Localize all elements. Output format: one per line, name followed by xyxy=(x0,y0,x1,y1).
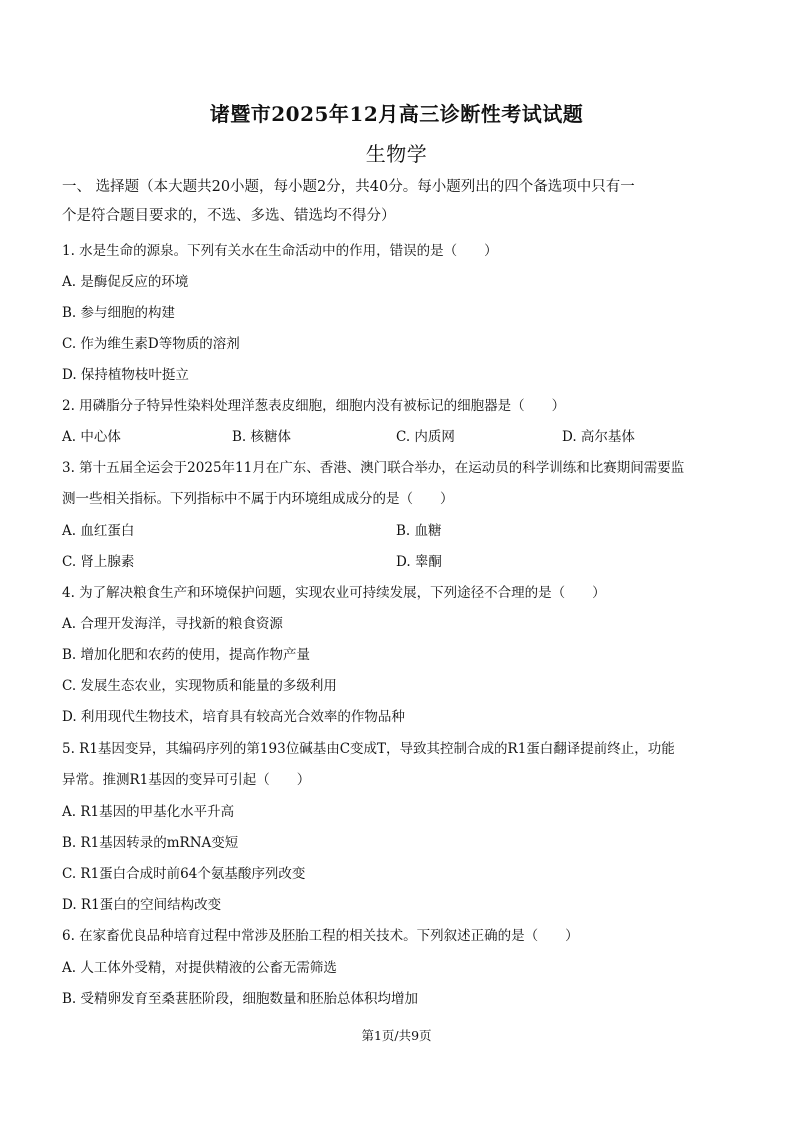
option-b: B. 参与细胞的构建 xyxy=(62,305,176,321)
option-c: C. 内质网 xyxy=(396,429,455,445)
question-stem: 4. 为了解决粮食生产和环境保护问题，实现农业可持续发展，下列途径不合理的是（ ） xyxy=(62,585,606,601)
option-row xyxy=(62,553,734,571)
section-heading: 一、 选择题（本大题共20小题，每小题2分，共40分。每小题列出的四个备选项中只有一 xyxy=(62,179,635,195)
option-b: B. 增加化肥和农药的使用，提高作物产量 xyxy=(62,647,311,663)
page-number: 第1页/共9页 xyxy=(361,1028,432,1043)
option-c: C. 发展生态农业，实现物质和能量的多级利用 xyxy=(62,678,337,694)
option-row xyxy=(62,428,734,446)
question-stem: 6. 在家畜优良品种培育过程中常涉及胚胎工程的相关技术。下列叙述正确的是（ ） xyxy=(62,928,579,944)
option-b: B. 受精卵发育至桑葚胚阶段，细胞数量和胚胎总体积均增加 xyxy=(62,991,419,1007)
exam-title: 诸暨市2025年12月高三诊断性考试试题 xyxy=(209,102,584,126)
option-b: B. 血糖 xyxy=(396,523,442,539)
option-c: C. 作为维生素D等物质的溶剂 xyxy=(62,336,240,352)
question-stem: 1. 水是生命的源泉。下列有关水在生命活动中的作用，错误的是（ ） xyxy=(62,243,498,259)
option-d: D. R1蛋白的空间结构改变 xyxy=(62,897,222,913)
option-d: D. 利用现代生物技术，培育具有较高光合效率的作物品种 xyxy=(62,709,405,725)
question-stem: 3. 第十五届全运会于2025年11月在广东、香港、澳门联合举办，在运动员的科学训练和比赛期间需要监 xyxy=(62,460,685,476)
option-a: A. 血红蛋白 xyxy=(62,523,135,539)
option-a: A. R1基因的甲基化水平升高 xyxy=(62,804,235,820)
question-stem-cont: 测一些相关指标。下列指标中不属于内环境组成成分的是（ ） xyxy=(62,491,454,507)
option-row xyxy=(62,522,734,540)
option-c: C. R1蛋白合成时前64个氨基酸序列改变 xyxy=(62,866,306,882)
option-b: B. 核糖体 xyxy=(232,429,292,445)
option-c: C. 肾上腺素 xyxy=(62,554,135,570)
option-d: D. 睾酮 xyxy=(396,554,442,570)
question-stem: 2. 用磷脂分子特异性染料处理洋葱表皮细胞，细胞内没有被标记的细胞器是（ ） xyxy=(62,398,566,414)
section-heading-cont: 个是符合题目要求的，不选、多选、错选均不得分） xyxy=(62,208,396,224)
option-a: A. 合理开发海洋，寻找新的粮食资源 xyxy=(62,616,283,632)
question-stem: 5. R1基因变异，其编码序列的第193位碱基由C变成T，导致其控制合成的R1蛋白翻译提前终止，功能 xyxy=(62,741,675,757)
option-a: A. 人工体外受精，对提供精液的公畜无需筛选 xyxy=(62,960,337,976)
option-a: A. 是酶促反应的环境 xyxy=(62,274,189,290)
question-stem-cont: 异常。推测R1基因的变异可引起（ ） xyxy=(62,772,311,788)
option-b: B. R1基因转录的mRNA变短 xyxy=(62,835,239,851)
option-a: A. 中心体 xyxy=(62,429,121,445)
option-d: D. 高尔基体 xyxy=(562,429,635,445)
option-d: D. 保持植物枝叶挺立 xyxy=(62,367,189,383)
subject-title: 生物学 xyxy=(365,142,428,166)
